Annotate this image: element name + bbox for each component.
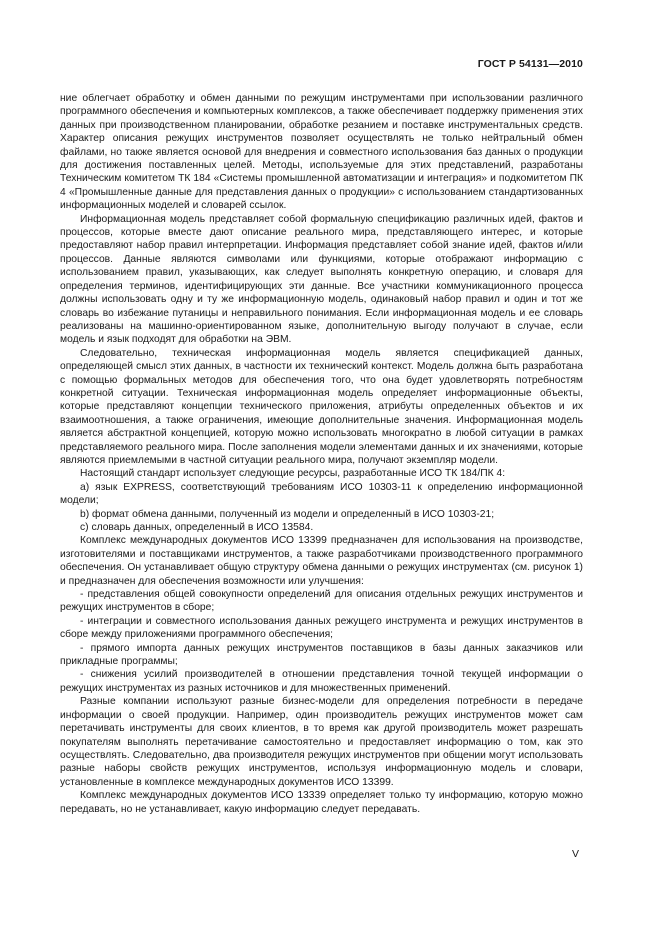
- page-number: V: [571, 848, 579, 860]
- list-item: - представления общей совокупности определений для описания отдельных режущих инструментов и режущих инструментов в сборе;: [60, 589, 583, 614]
- paragraph: Информационная модель представляет собой формальную спецификацию различных идей, фактов и процессов, которые вместе дают описание реального мира, представляющего интерес, и которые предоставляют набор правил интерпретации. Информация представляет собой знание идей, фактов и/или процессов. Данные являются символами или функциями, которые отображают информацию с использованием правил, указывающих, как следует выполнять конкретную операцию, и словаря для определения терминов, идентифицирующих эти данные. Все участники коммуникационного процесса должны использовать одну и ту же информационную модель, одинаковый набор правил и один и тот же словарь во избежание путаницы и неправильного понимания. Если информационная модель и ее словарь реализованы на машинно-ориентированном языке, дополнительную выгоду получают в случае, если модель и язык подходят для обработки на ЭВМ.: [60, 213, 583, 346]
- standard-header: ГОСТ Р 54131—2010: [477, 58, 583, 70]
- paragraph: Комплекс международных документов ИСО 13399 предназначен для использования на производстве, изготовителями и поставщиками инструментов, а также разработчиками производственного программного обеспечения. Он устанавливает общую структуру обмена данными о режущих инструментах (см. рисунок 1) и предназначен для обеспечения возможности или улучшения:: [60, 535, 583, 587]
- body-text: [60, 92, 583, 816]
- list-item: - интеграции и совместного использования данных режущего инструмента и режущих инструментов в сборе между приложениями программного обеспечения;: [60, 615, 583, 641]
- list-item: - снижения усилий производителей в отношении представления точной текущей информации о режущих инструментах из разных источников и для множественных применений.: [60, 669, 583, 694]
- list-item: с) словарь данных, определенный в ИСО 13584.: [80, 522, 314, 533]
- list-item: b) формат обмена данными, полученный из модели и определенный в ИСО 10303-21;: [80, 508, 495, 520]
- paragraph: Следовательно, техническая информационная модель является спецификацией данных, определяющей смысл этих данных, в частности их технический контекст. Модель должна быть разработана с помощью формальных методов для обеспечения того, что она будет удовлетворять потребностям конкретной ситуации. Техническая информационная модель определяет информационные объекты, которые представляют концепции технического приложения, атрибуты определенных объектов и их взаимоотношения, а также ограничения, имеющие дополнительные значения. Информационная модель является абстрактной концепцией, которую можно использовать многократно в любой ситуации в рамках представляемого реального мира. После заполнения модели элементами данных и их значениями, которые являются приемлемыми в частной ситуации реального мира, получают экземпляр модели.: [60, 347, 583, 466]
- paragraph: ние облегчает обработку и обмен данными по режущим инструментами при использовании различного программного обеспечения и компьютерных комплексов, а также обеспечивает поддержку применения этих данных при производственном планировании, обработке резанием и поставке инструментальных средств. Характер описания режущих инструментов позволяет осуществлять не только нейтральный обмен файлами, но также является основой для внедрения и совместного использования баз данных о продукции для достижения поставленных целей. Методы, используемые для этих представлений, разработаны Техническим комитетом ТК 184 «Системы промышленной автоматизации и интеграция» и подкомитетом ПК 4 «Промышленные данные для представления данных о продукции» с использованием стандартизованных информационных моделей и словарей ссылок.: [60, 93, 583, 212]
- list-item: - прямого импорта данных режущих инструментов поставщиков в базы данных заказчиков или прикладные программы;: [60, 642, 583, 668]
- paragraph: Комплекс международных документов ИСО 13339 определяет только ту информацию, которую можно передавать, но не устанавливает, какую информацию следует передавать.: [60, 790, 583, 815]
- paragraph: Разные компании используют разные бизнес-модели для определения потребности в передаче информации о своей продукции. Например, один производитель режущих инструментов может сам перетачивать инструменты для своих клиентов, в то время как другой производитель может разрешать покупателям выполнять перетачивание самостоятельно и предоставляет информацию о том, как это осуществлять. Следовательно, два производителя режущих инструментов при общении могут использовать разные наборы свойств режущих инструментов, используя информационную модель и словари, установленные в комплексе международных документов ИСО 13399.: [60, 696, 583, 788]
- list-item: а) язык EXPRESS, соответствующий требованиям ИСО 10303-11 к определению информационной модели;: [60, 481, 583, 507]
- paragraph: Настоящий стандарт использует следующие ресурсы, разработанные ИСО ТК 184/ПК 4:: [80, 468, 506, 480]
